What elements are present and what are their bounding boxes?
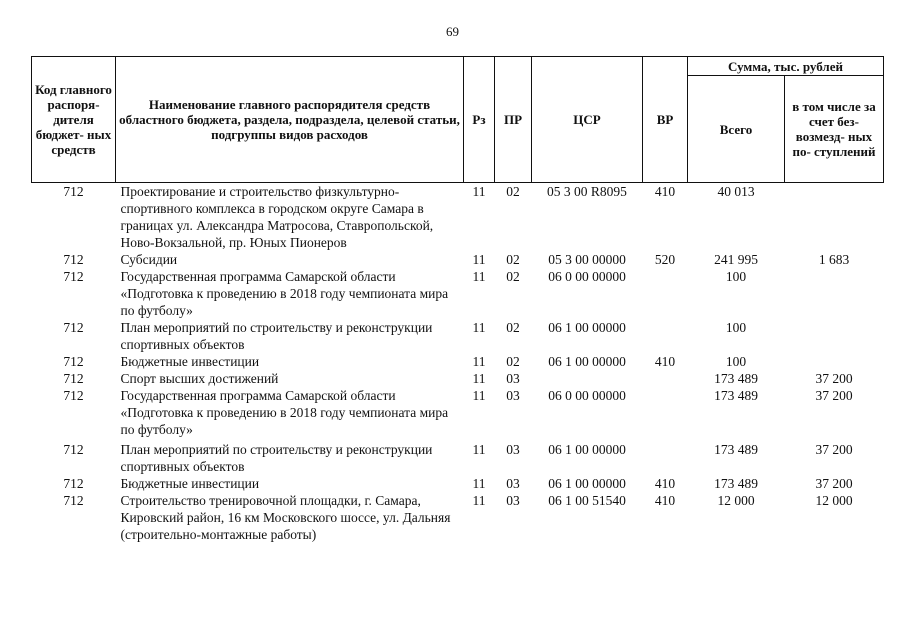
cell-rz: 11 [472,320,486,335]
cell-pr: 02 [506,320,520,335]
cell-total: 100 [725,269,747,284]
cell-rz: 11 [472,252,486,267]
table-row [32,370,884,387]
cell-name: План мероприятий по строительству и реконструкции спортивных объектов [120,320,433,352]
cell-pr: 03 [506,476,520,491]
cell-name: Спорт высших достижений [120,371,279,386]
cell-vr: 410 [654,354,676,369]
table-row [32,353,884,370]
cell-code: 712 [63,371,84,386]
table-row [32,492,884,543]
cell-name: Государственная программа Самарской области «Подготовка к проведению в 2018 году чемпионата мира по футболу» [120,269,449,318]
cell-total: 173 489 [714,476,758,491]
cell-code: 712 [63,320,84,335]
cell-vr: 410 [654,184,676,199]
cell-vr [643,319,688,353]
cell-bezvozmezd: 12 000 [815,493,853,508]
cell-code: 712 [63,184,84,199]
cell-vr [643,268,688,319]
cell-csr: 05 3 00 R8095 [547,184,627,199]
cell-name: Бюджетные инвестиции [120,476,260,491]
cell-csr: 05 3 00 00000 [548,252,626,267]
cell-name: Бюджетные инвестиции [120,354,260,369]
cell-vr [643,438,688,475]
cell-vr [643,387,688,438]
cell-pr: 03 [506,388,520,403]
cell-total: 40 013 [717,184,755,199]
cell-vr: 520 [654,252,676,267]
cell-vr: 410 [654,476,676,491]
cell-bezvozmezd: 37 200 [815,442,853,457]
header-total: Всего [688,76,785,183]
header-bezvozmezd: в том числе за счет без- возмезд- ных по- ступлений [785,76,884,183]
cell-pr: 03 [506,371,520,386]
cell-total: 12 000 [717,493,755,508]
header-rz: Рз [464,57,495,183]
header-pr: ПР [495,57,532,183]
cell-pr: 02 [506,354,520,369]
cell-pr: 02 [506,184,520,199]
cell-total: 173 489 [714,371,758,386]
cell-code: 712 [63,442,84,457]
cell-code: 712 [63,252,84,267]
cell-bezvozmezd [785,353,884,370]
header-csr: ЦСР [532,57,643,183]
cell-rz: 11 [472,184,486,199]
cell-code: 712 [63,493,84,508]
budget-table [31,56,884,543]
header-vr: ВР [643,57,688,183]
cell-rz: 11 [472,371,486,386]
cell-pr: 03 [506,493,520,508]
cell-total: 173 489 [714,388,758,403]
cell-csr: 06 0 00 00000 [548,388,626,403]
cell-bezvozmezd [785,319,884,353]
table-row [32,183,884,252]
table-body [32,183,884,544]
page-number: 69 [446,24,459,39]
cell-rz: 11 [472,354,486,369]
cell-csr [532,370,643,387]
cell-rz: 11 [472,269,486,284]
header-sum: Сумма, тыс. рублей [688,57,884,76]
cell-vr: 410 [654,493,676,508]
table-row [32,251,884,268]
cell-rz: 11 [472,493,486,508]
cell-csr: 06 1 00 51540 [548,493,626,508]
cell-total: 241 995 [714,252,758,267]
cell-bezvozmezd [785,183,884,252]
cell-name: План мероприятий по строительству и реконструкции спортивных объектов [120,442,433,474]
cell-name: Государственная программа Самарской области «Подготовка к проведению в 2018 году чемпионата мира по футболу» [120,388,449,437]
table-row [32,438,884,475]
cell-csr: 06 0 00 00000 [548,269,626,284]
header-code: Код главного распоря- дителя бюджет- ных средств [32,57,116,183]
cell-csr: 06 1 00 00000 [548,320,626,335]
cell-code: 712 [63,388,84,403]
cell-bezvozmezd: 37 200 [815,388,853,403]
cell-pr: 02 [506,252,520,267]
cell-name: Субсидии [120,252,178,267]
cell-pr: 02 [506,269,520,284]
cell-rz: 11 [472,476,486,491]
cell-bezvozmezd: 37 200 [815,476,853,491]
cell-bezvozmezd: 1 683 [818,252,850,267]
cell-pr: 03 [506,442,520,457]
cell-code: 712 [63,476,84,491]
cell-rz: 11 [472,388,486,403]
table-row [32,475,884,492]
table-row [32,268,884,319]
cell-vr [643,370,688,387]
cell-csr: 06 1 00 00000 [548,354,626,369]
cell-bezvozmezd [785,268,884,319]
cell-code: 712 [63,354,84,369]
header-name: Наименование главного распорядителя средств областного бюджета, раздела, подраздела, целевой статьи, подгруппы видов расходов [116,57,464,183]
cell-csr: 06 1 00 00000 [548,476,626,491]
cell-name: Проектирование и строительство физкультурно-спортивного комплекса в городском округе Самара в границах ул. Александра Матросова, Ставропольской, Ново-Вокзальной, пр. Юных Пионеров [120,184,434,250]
cell-total: 100 [725,320,747,335]
cell-total: 173 489 [714,442,758,457]
cell-rz: 11 [472,442,486,457]
cell-csr: 06 1 00 00000 [548,442,626,457]
cell-bezvozmezd: 37 200 [815,371,853,386]
table-row [32,319,884,353]
cell-name: Строительство тренировочной площадки, г. Самара, Кировский район, 16 км Московского шоссе, ул. Дальняя (строительно-монтажные работы) [120,493,451,542]
table-row [32,387,884,438]
cell-total: 100 [725,354,747,369]
table-header [32,57,884,183]
cell-code: 712 [63,269,84,284]
